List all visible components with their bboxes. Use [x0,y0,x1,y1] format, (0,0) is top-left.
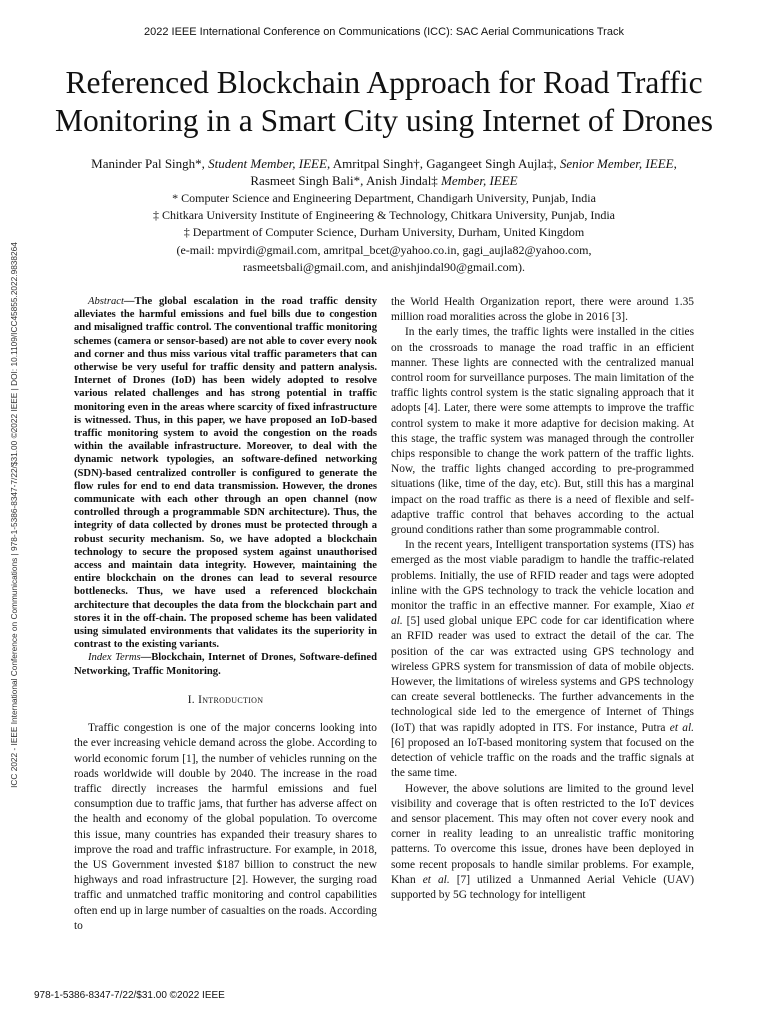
author-membership: Member, IEEE [441,173,518,189]
author-membership: Senior Member, IEEE [559,156,674,171]
author-text: Rasmeet Singh Bali*, Anish Jindal‡ [250,173,442,189]
affiliation-line: * Computer Science and Engineering Department, Chandigarh University, Punjab, India [172,191,596,205]
paragraph-text: [6] proposed an IoT-based monitoring system that focused on the detection of vehicle traffic on the roads and the traffic signals at the same time. [391,736,694,780]
paragraph-text: [7] utilized a Unmanned Aerial Vehicle (UAV) supported by 5G technology for intelligent [391,873,694,901]
affiliation-line: ‡ Chitkara University Institute of Engineering & Technology, Chitkara University, Punjab, India [153,208,615,223]
email-line: (e-mail: mpvirdi@gmail.com, amritpal_bcet@yahoo.co.in, gagi_aujla82@yahoo.com, [176,242,592,257]
conference-header: 2022 IEEE International Conference on Communications (ICC): SAC Aerial Communications Track [144,26,624,38]
email-line: rasmeetsbali@gmail.com, and anishjindal90@gmail.com). [242,259,526,274]
paragraph: In the early times, the traffic lights were installed in the cities on the crossroads to manage the road traffic in an efficient manner. These lights are connected with the centralized manual control room for surveillance purposes. The main limitation of the traffic lights control system is the static signaling approach that it adopts [4]. Later, there were some attempts to improve the traffic control system to make it more adaptive for decision making. At this stage, the traffic system was managed through the controller chips responsible to change the work pattern of the traffic lights. Now, the traffic lights changed according to pre-programmed situations (like, time of the day, etc). But, still this has a marginal impact on the road traffic as there is a need of flexible and self-adaptive traffic control that behaves according to the actual ground conditions rather than some programmable control. [391,326,694,537]
author-line-2 [20,172,748,189]
doi-sidebar: ICC 2022 - IEEE International Conference on Communications | 978-1-5386-8347-7/22/$31.00 ©2022 IEEE | DOI: 10.1109/ICC45855.2022.9838264 [9,242,19,788]
abstract-text: —The global escalation in the road traffic density alleviates the harmful emissions and fuel bills due to congestion and misaligned traffic control. The conventional traffic monitoring schemes (camera or sensor-based) are not able to cover every nook and corner and thus miss various vital traffic parameters that can otherwise be very useful for traffic density and pattern analysis. Internet of Drones (IoD) has been widely adopted to resolve various related challenges and has strong potential in traffic monitoring even in the areas where scarcity of fixed infrastructure is witnessed. Thus, in this paper, we have proposed an IoD-based traffic monitoring system to avoid the congestion on the roads within the available infrastructure. Moreover, to deal with the dynamic network typologies, an software-defined networking (SDN)-based centralized controller is configured to generate the flow rules for end to end data transmission. However, the drones communicate with each other through an open channel (now controlled through a programmable SDN architecture). Thus, the integrity of data collected by drones must be protected through a robust security mechanism. So, we have adopted a blockchain technology to secure the proposed system against unauthorised access and maintain data integrity. However, maintaining the entire blockchain on the drones can lead to several resource bottlenecks. Thus, we have used a referenced blockchain architecture that decouples the data from the blockchain part and stores it in the off-chain. The proposed scheme has been validated using simulated environments that validates its the superiority in contrast to the existing variants. [74,296,377,651]
paragraph [391,782,694,904]
section-number: I. [187,693,199,706]
citation-etal: et al. [391,600,694,628]
index-terms [74,651,377,677]
citation-etal: et al. [669,721,694,734]
paragraph-text: In the recent years, Intelligent transportation systems (ITS) has emerged as the most viable paradigm to handle the traffic-related problems. Initially, the use of RFID reader and tags were adopted inline with the GPS technology to track the vehicle location and monitor the traffic in an effective manner. For example, Xiao [391,539,694,613]
abstract-label: Abstract [88,296,124,307]
paragraph-text: [5] used global unique EPC code for car identification where an RFID reader was used to extract the detail of the car. The position of the car was extracted using GPS technology and wireless GPRS system for transmission of data of mobile objects. However, the limitations of wireless systems and GPS technology can create several bottlenecks. The further advancements in the technological side led to the emergence of Internet of Things (IoT) that was rapidly adopted in ITS. For instance, Putra [391,615,694,734]
paragraph: Traffic congestion is one of the major concerns looking into the ever increasing vehicle demand across the globe. According to world economic forum [1], the number of vehicles running on the roads worldwide will double by 2040. The increase in the road traffic directly increases the harmful emissions and fuel consumption due to traffic jams, that further has adverse affect on the health and economy of the global population. To overcome this issue, many countries has expanded their treasury shares to improve the road and traffic infrastructure. For example, in 2018, the US Government invested $187 billion to construct the new highways and road infrastructure [2]. However, the surging road traffic and unmatched traffic monitoring and control capabilities often end up in large number of casualties on the roads. According to [74,722,377,932]
citation-etal: et al. [422,873,450,886]
affiliation-list [20,190,748,276]
paragraph-text: However, the above solutions are limited to the ground level visibility and coverage that is often restricted to the IoT devices and sensor placement. This may often not cover every nook and corner in reality leading to an unrealistic traffic monitoring patterns. To overcome this issue, drones have been deployed in some recent proposals to handle similar problems. For example, Khan [391,782,694,886]
author-list [20,155,748,190]
author-text: , Amritpal Singh†, Gagangeet Singh Aujla‡, [326,156,560,171]
author-text: , [673,156,677,171]
right-column [391,295,694,903]
index-terms-label: Index Terms [88,652,141,664]
paragraph [391,538,694,781]
copyright-footer: 978-1-5386-8347-7/22/$31.00 ©2022 IEEE [34,990,225,1001]
author-line-1 [20,155,748,172]
paper-title: Referenced Blockchain Approach for Road Traffic Monitoring in a Smart City using Internet of Drones [55,65,713,138]
section-heading [74,693,377,708]
paragraph: the World Health Organization report, there were around 1.35 million road moralities across the globe in 2016 [3]. [391,296,694,324]
affiliation-line: ‡ Department of Computer Science, Durham University, Durham, United Kingdom [183,225,585,240]
index-terms-text: —Blockchain, Internet of Drones, Software-defined Networking, Traffic Monitoring. [74,652,377,677]
abstract [74,295,377,651]
author-text: Maninder Pal Singh*, [91,156,209,171]
left-column [74,295,377,934]
author-membership: Student Member, IEEE [208,156,327,171]
section-title: Introduction [198,693,264,706]
